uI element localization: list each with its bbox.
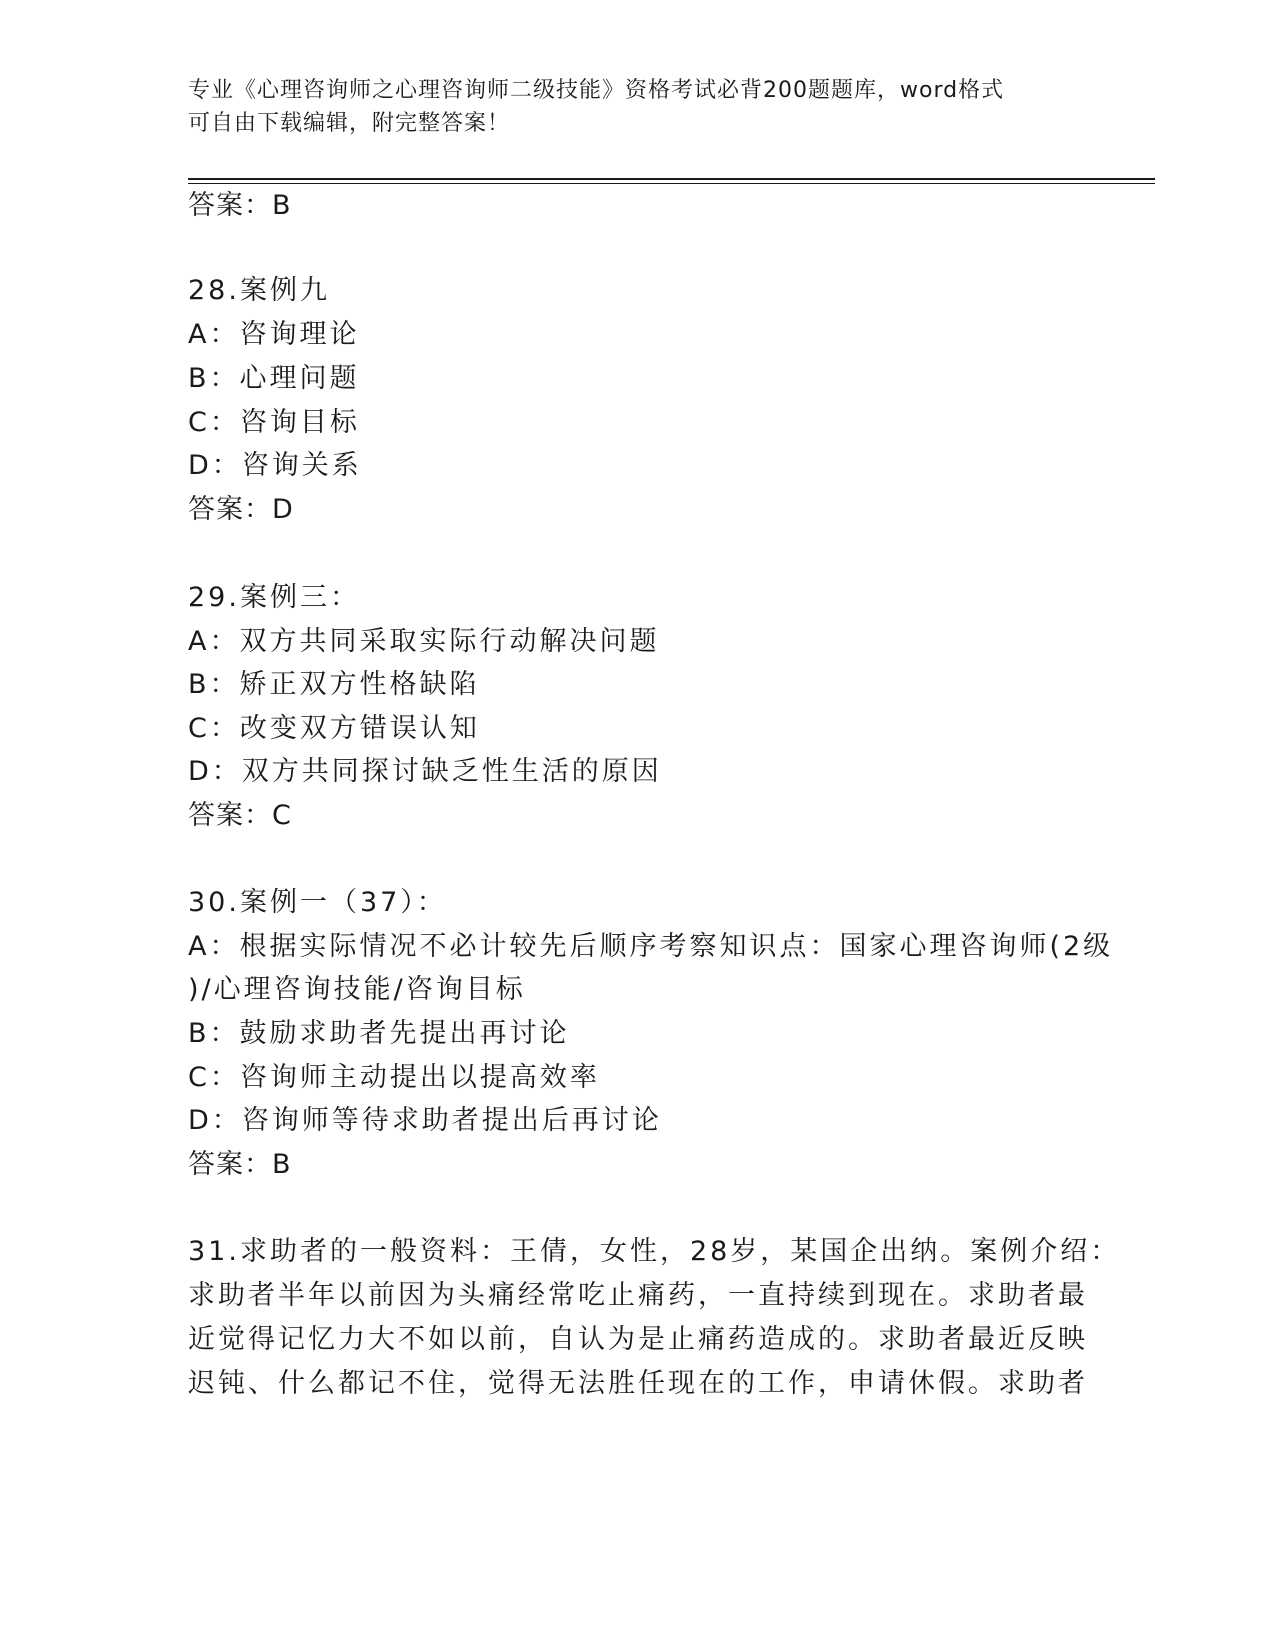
question-28-option-c: C：咨询目标	[188, 407, 360, 438]
question-30-option-c: C：咨询师主动提出以提高效率	[188, 1062, 600, 1093]
question-28-option-b: B：心理问题	[188, 363, 360, 394]
question-31-text-line-2: 求助者半年以前因为头痛经常吃止痛药，一直持续到现在。求助者最	[188, 1280, 1088, 1311]
answer-value: B	[272, 190, 292, 221]
header-divider-thin	[188, 183, 1155, 184]
question-28-option-d: D：咨询关系	[188, 450, 362, 481]
answer-label: 答案：	[188, 800, 272, 831]
question-29-option-d: D：双方共同探讨缺乏性生活的原因	[188, 756, 662, 787]
question-30-option-b: B：鼓励求助者先提出再讨论	[188, 1018, 570, 1049]
answer-label: 答案：	[188, 190, 272, 221]
answer-label: 答案：	[188, 494, 272, 525]
question-30-option-a-line-2: )/心理咨询技能/咨询目标	[188, 974, 526, 1005]
answer-value: D	[272, 494, 294, 525]
question-30-option-d: D：咨询师等待求助者提出后再讨论	[188, 1105, 662, 1136]
header-title-line-1: 专业《心理咨询师之心理咨询师二级技能》资格考试必背200题题库，word格式	[188, 78, 1005, 103]
question-30-stem: 30.案例一（37）：	[188, 887, 447, 918]
answer-value: C	[272, 800, 292, 831]
question-29-stem: 29.案例三：	[188, 582, 360, 613]
header-divider-thick	[188, 178, 1155, 180]
question-30-option-a-line-1: A：根据实际情况不必计较先后顺序考察知识点：国家心理咨询师(2级	[188, 931, 1114, 962]
question-28-option-a: A：咨询理论	[188, 319, 360, 350]
question-31-text-line-4: 迟钝、什么都记不住，觉得无法胜任现在的工作，申请休假。求助者	[188, 1368, 1088, 1399]
question-29-option-a: A：双方共同采取实际行动解决问题	[188, 626, 660, 657]
question-29-option-c: C：改变双方错误认知	[188, 713, 480, 744]
answer-prev	[188, 186, 292, 226]
question-31-text-line-3: 近觉得记忆力大不如以前，自认为是止痛药造成的。求助者最近反映	[188, 1324, 1088, 1355]
answer-label: 答案：	[188, 1149, 272, 1180]
question-31-text-line-1: 31.求助者的一般资料：王倩，女性，28岁，某国企出纳。案例介绍：	[188, 1236, 1121, 1267]
answer-value: B	[272, 1149, 292, 1180]
question-28-stem: 28.案例九	[188, 275, 330, 306]
question-29-option-b: B：矫正双方性格缺陷	[188, 669, 480, 700]
question-30-answer	[188, 1145, 292, 1185]
document-header	[188, 74, 1068, 140]
header-title-line-2: 可自由下载编辑，附完整答案！	[188, 111, 511, 136]
question-28-answer	[188, 490, 294, 530]
question-29-answer	[188, 796, 292, 836]
